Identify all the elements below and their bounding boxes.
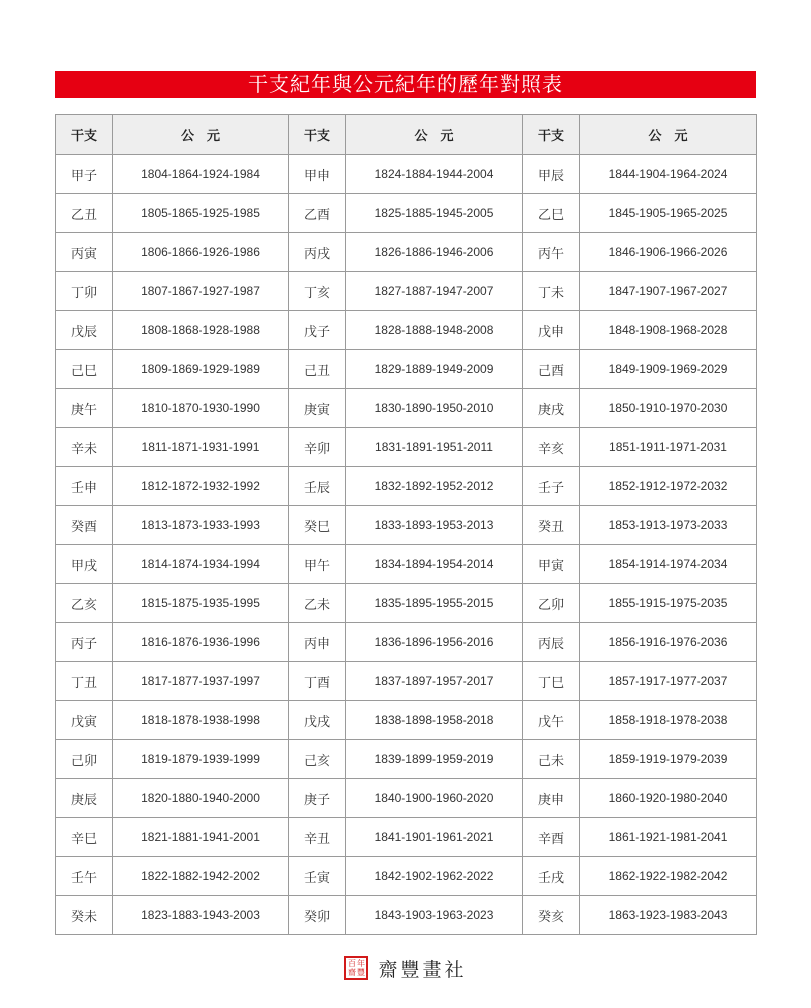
ganzhi-cell: 丁酉 bbox=[289, 662, 346, 701]
ganzhi-cell: 戊子 bbox=[289, 311, 346, 350]
gongyuan-years-cell: 1860-1920-1980-2040 bbox=[580, 779, 757, 818]
ganzhi-cell: 丁未 bbox=[523, 272, 580, 311]
gongyuan-years-cell: 1811-1871-1931-1991 bbox=[113, 428, 289, 467]
page-title: 干支紀年與公元紀年的歷年對照表 bbox=[55, 71, 756, 98]
table-row bbox=[56, 584, 757, 623]
ganzhi-cell: 辛酉 bbox=[523, 818, 580, 857]
ganzhi-cell: 壬午 bbox=[56, 857, 113, 896]
ganzhi-cell: 甲午 bbox=[289, 545, 346, 584]
ganzhi-cell: 戊寅 bbox=[56, 701, 113, 740]
table-row bbox=[56, 545, 757, 584]
gongyuan-years-cell: 1861-1921-1981-2041 bbox=[580, 818, 757, 857]
ganzhi-cell: 戊申 bbox=[523, 311, 580, 350]
gongyuan-years-cell: 1835-1895-1955-2015 bbox=[346, 584, 523, 623]
gongyuan-years-cell: 1812-1872-1932-1992 bbox=[113, 467, 289, 506]
ganzhi-cell: 辛卯 bbox=[289, 428, 346, 467]
gongyuan-years-cell: 1830-1890-1950-2010 bbox=[346, 389, 523, 428]
gongyuan-years-cell: 1819-1879-1939-1999 bbox=[113, 740, 289, 779]
ganzhi-cell: 丙戌 bbox=[289, 233, 346, 272]
table-row bbox=[56, 779, 757, 818]
header-gongyuan: 公 元 bbox=[580, 115, 757, 155]
gongyuan-years-cell: 1863-1923-1983-2043 bbox=[580, 896, 757, 935]
table-body bbox=[56, 155, 757, 935]
gongyuan-years-cell: 1849-1909-1969-2029 bbox=[580, 350, 757, 389]
table-row bbox=[56, 233, 757, 272]
table-row bbox=[56, 623, 757, 662]
header-gongyuan: 公 元 bbox=[113, 115, 289, 155]
seal-char: 齋 bbox=[347, 967, 356, 977]
header-ganzhi: 干支 bbox=[56, 115, 113, 155]
gongyuan-years-cell: 1823-1883-1943-2003 bbox=[113, 896, 289, 935]
gongyuan-years-cell: 1833-1893-1953-2013 bbox=[346, 506, 523, 545]
ganzhi-cell: 癸巳 bbox=[289, 506, 346, 545]
gongyuan-years-cell: 1815-1875-1935-1995 bbox=[113, 584, 289, 623]
ganzhi-cell: 己未 bbox=[523, 740, 580, 779]
gongyuan-years-cell: 1845-1905-1965-2025 bbox=[580, 194, 757, 233]
gongyuan-years-cell: 1838-1898-1958-2018 bbox=[346, 701, 523, 740]
gongyuan-years-cell: 1856-1916-1976-2036 bbox=[580, 623, 757, 662]
gongyuan-years-cell: 1832-1892-1952-2012 bbox=[346, 467, 523, 506]
table-row bbox=[56, 311, 757, 350]
ganzhi-cell: 乙丑 bbox=[56, 194, 113, 233]
ganzhi-cell: 辛巳 bbox=[56, 818, 113, 857]
ganzhi-cell: 丙午 bbox=[523, 233, 580, 272]
ganzhi-cell: 丙辰 bbox=[523, 623, 580, 662]
ganzhi-cell: 壬寅 bbox=[289, 857, 346, 896]
ganzhi-cell: 乙酉 bbox=[289, 194, 346, 233]
ganzhi-cell: 己巳 bbox=[56, 350, 113, 389]
ganzhi-cell: 庚寅 bbox=[289, 389, 346, 428]
gongyuan-years-cell: 1851-1911-1971-2031 bbox=[580, 428, 757, 467]
gongyuan-years-cell: 1862-1922-1982-2042 bbox=[580, 857, 757, 896]
header-ganzhi: 干支 bbox=[523, 115, 580, 155]
ganzhi-cell: 戊午 bbox=[523, 701, 580, 740]
ganzhi-cell: 甲申 bbox=[289, 155, 346, 194]
header-ganzhi: 干支 bbox=[289, 115, 346, 155]
gongyuan-years-cell: 1844-1904-1964-2024 bbox=[580, 155, 757, 194]
gongyuan-years-cell: 1804-1864-1924-1984 bbox=[113, 155, 289, 194]
ganzhi-cell: 癸卯 bbox=[289, 896, 346, 935]
ganzhi-cell: 壬子 bbox=[523, 467, 580, 506]
gongyuan-years-cell: 1826-1886-1946-2006 bbox=[346, 233, 523, 272]
ganzhi-cell: 丙子 bbox=[56, 623, 113, 662]
ganzhi-cell: 甲寅 bbox=[523, 545, 580, 584]
gongyuan-years-cell: 1854-1914-1974-2034 bbox=[580, 545, 757, 584]
table-row bbox=[56, 857, 757, 896]
table-row bbox=[56, 428, 757, 467]
seal-char: 年 bbox=[356, 958, 365, 968]
seal-char: 豐 bbox=[356, 967, 365, 977]
gongyuan-years-cell: 1824-1884-1944-2004 bbox=[346, 155, 523, 194]
header-gongyuan: 公 元 bbox=[346, 115, 523, 155]
gongyuan-years-cell: 1817-1877-1937-1997 bbox=[113, 662, 289, 701]
ganzhi-cell: 辛亥 bbox=[523, 428, 580, 467]
ganzhi-cell: 壬戌 bbox=[523, 857, 580, 896]
gongyuan-years-cell: 1808-1868-1928-1988 bbox=[113, 311, 289, 350]
ganzhi-cell: 乙亥 bbox=[56, 584, 113, 623]
gongyuan-years-cell: 1841-1901-1961-2021 bbox=[346, 818, 523, 857]
gongyuan-years-cell: 1852-1912-1972-2032 bbox=[580, 467, 757, 506]
gongyuan-years-cell: 1829-1889-1949-2009 bbox=[346, 350, 523, 389]
gongyuan-years-cell: 1848-1908-1968-2028 bbox=[580, 311, 757, 350]
gongyuan-years-cell: 1810-1870-1930-1990 bbox=[113, 389, 289, 428]
ganzhi-cell: 庚午 bbox=[56, 389, 113, 428]
gongyuan-years-cell: 1857-1917-1977-2037 bbox=[580, 662, 757, 701]
gongyuan-years-cell: 1814-1874-1934-1994 bbox=[113, 545, 289, 584]
gongyuan-years-cell: 1850-1910-1970-2030 bbox=[580, 389, 757, 428]
ganzhi-cell: 己丑 bbox=[289, 350, 346, 389]
seal-char: 百 bbox=[347, 958, 356, 968]
ganzhi-cell: 辛未 bbox=[56, 428, 113, 467]
table-header-row bbox=[56, 115, 757, 155]
ganzhi-cell: 壬申 bbox=[56, 467, 113, 506]
ganzhi-cell: 辛丑 bbox=[289, 818, 346, 857]
footer bbox=[0, 948, 811, 988]
gongyuan-years-cell: 1822-1882-1942-2002 bbox=[113, 857, 289, 896]
table-row bbox=[56, 350, 757, 389]
gongyuan-years-cell: 1818-1878-1938-1998 bbox=[113, 701, 289, 740]
ganzhi-cell: 庚辰 bbox=[56, 779, 113, 818]
ganzhi-cell: 丙寅 bbox=[56, 233, 113, 272]
ganzhi-cell: 己酉 bbox=[523, 350, 580, 389]
gongyuan-years-cell: 1827-1887-1947-2007 bbox=[346, 272, 523, 311]
table-row bbox=[56, 896, 757, 935]
table-row bbox=[56, 740, 757, 779]
ganzhi-cell: 庚申 bbox=[523, 779, 580, 818]
gongyuan-years-cell: 1820-1880-1940-2000 bbox=[113, 779, 289, 818]
table-row bbox=[56, 194, 757, 233]
ganzhi-cell: 戊辰 bbox=[56, 311, 113, 350]
gongyuan-years-cell: 1837-1897-1957-2017 bbox=[346, 662, 523, 701]
ganzhi-cell: 己亥 bbox=[289, 740, 346, 779]
gongyuan-years-cell: 1847-1907-1967-2027 bbox=[580, 272, 757, 311]
table-row bbox=[56, 467, 757, 506]
gongyuan-years-cell: 1805-1865-1925-1985 bbox=[113, 194, 289, 233]
gongyuan-years-cell: 1816-1876-1936-1996 bbox=[113, 623, 289, 662]
ganzhi-cell: 癸丑 bbox=[523, 506, 580, 545]
ganzhi-cell: 甲戌 bbox=[56, 545, 113, 584]
ganzhi-cell: 丁丑 bbox=[56, 662, 113, 701]
table-row bbox=[56, 818, 757, 857]
gongyuan-years-cell: 1846-1906-1966-2026 bbox=[580, 233, 757, 272]
ganzhi-cell: 庚戌 bbox=[523, 389, 580, 428]
ganzhi-cell: 甲子 bbox=[56, 155, 113, 194]
table-row bbox=[56, 272, 757, 311]
gongyuan-years-cell: 1853-1913-1973-2033 bbox=[580, 506, 757, 545]
brand-name: 齋豐畫社 bbox=[378, 958, 467, 981]
table-row bbox=[56, 662, 757, 701]
ganzhi-cell: 乙巳 bbox=[523, 194, 580, 233]
table-row bbox=[56, 389, 757, 428]
ganzhi-cell: 丁亥 bbox=[289, 272, 346, 311]
gongyuan-years-cell: 1855-1915-1975-2035 bbox=[580, 584, 757, 623]
gongyuan-years-cell: 1807-1867-1927-1987 bbox=[113, 272, 289, 311]
ganzhi-cell: 丙申 bbox=[289, 623, 346, 662]
ganzhi-cell: 癸亥 bbox=[523, 896, 580, 935]
gongyuan-years-cell: 1821-1881-1941-2001 bbox=[113, 818, 289, 857]
ganzhi-cell: 丁巳 bbox=[523, 662, 580, 701]
gongyuan-years-cell: 1809-1869-1929-1989 bbox=[113, 350, 289, 389]
ganzhi-cell: 乙未 bbox=[289, 584, 346, 623]
ganzhi-cell: 丁卯 bbox=[56, 272, 113, 311]
gongyuan-years-cell: 1813-1873-1933-1993 bbox=[113, 506, 289, 545]
gongyuan-years-cell: 1858-1918-1978-2038 bbox=[580, 701, 757, 740]
gongyuan-years-cell: 1859-1919-1979-2039 bbox=[580, 740, 757, 779]
ganzhi-cell: 庚子 bbox=[289, 779, 346, 818]
ganzhi-table bbox=[55, 114, 757, 935]
seal-stamp bbox=[344, 956, 368, 980]
gongyuan-years-cell: 1843-1903-1963-2023 bbox=[346, 896, 523, 935]
gongyuan-years-cell: 1840-1900-1960-2020 bbox=[346, 779, 523, 818]
ganzhi-cell: 壬辰 bbox=[289, 467, 346, 506]
gongyuan-years-cell: 1831-1891-1951-2011 bbox=[346, 428, 523, 467]
gongyuan-years-cell: 1842-1902-1962-2022 bbox=[346, 857, 523, 896]
ganzhi-cell: 甲辰 bbox=[523, 155, 580, 194]
ganzhi-cell: 乙卯 bbox=[523, 584, 580, 623]
ganzhi-cell: 己卯 bbox=[56, 740, 113, 779]
gongyuan-years-cell: 1825-1885-1945-2005 bbox=[346, 194, 523, 233]
ganzhi-cell: 癸酉 bbox=[56, 506, 113, 545]
gongyuan-years-cell: 1839-1899-1959-2019 bbox=[346, 740, 523, 779]
ganzhi-cell: 癸未 bbox=[56, 896, 113, 935]
table-row bbox=[56, 155, 757, 194]
gongyuan-years-cell: 1836-1896-1956-2016 bbox=[346, 623, 523, 662]
ganzhi-cell: 戊戌 bbox=[289, 701, 346, 740]
gongyuan-years-cell: 1828-1888-1948-2008 bbox=[346, 311, 523, 350]
table-row bbox=[56, 701, 757, 740]
gongyuan-years-cell: 1806-1866-1926-1986 bbox=[113, 233, 289, 272]
gongyuan-years-cell: 1834-1894-1954-2014 bbox=[346, 545, 523, 584]
table-row bbox=[56, 506, 757, 545]
